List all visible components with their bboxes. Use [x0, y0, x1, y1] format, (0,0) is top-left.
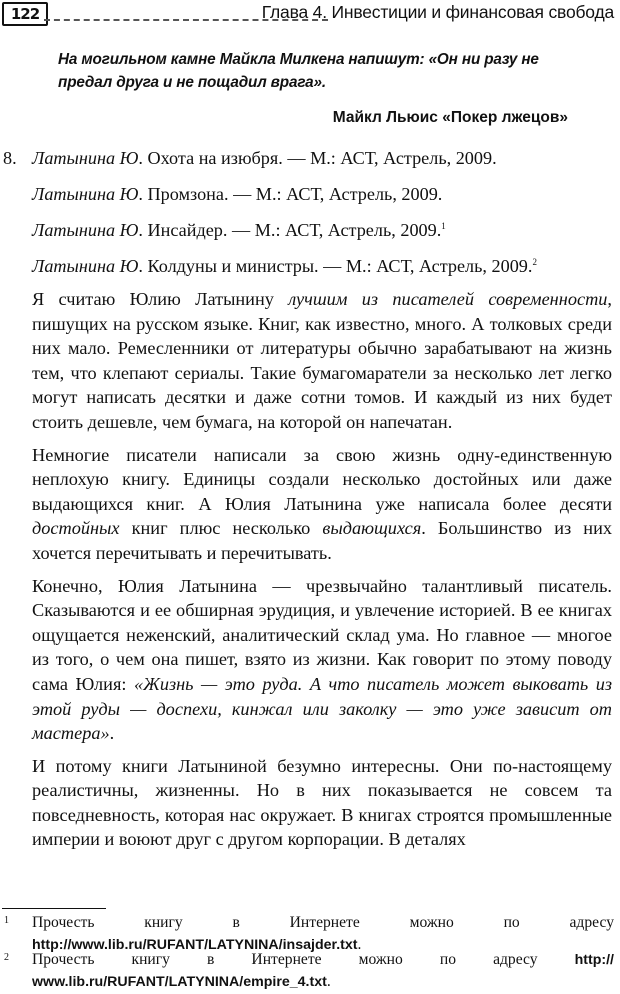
chapter-title: Глава 4. Инвестиции и финансовая свобода [261, 2, 614, 22]
list-number: 8. [3, 148, 17, 168]
emphasis: «Жизнь — это руда. А что писатель может выковать из этой руды — доспехи, кинжал или заколку — это уже зависит от мастера» [32, 673, 612, 744]
source-item [32, 184, 442, 205]
body-text [32, 287, 612, 860]
paragraph: И потому книги Латыниной безумно интересны. Они по-настоящему реалистичны, жизненны. Но в них показывается не совсем та повседневность, которая нас окружает. В книгах строятся промышленные империи и воюют друг с другом корпорации. В деталях [32, 755, 612, 850]
source-item [32, 256, 537, 277]
source-author: Латынина Ю [32, 184, 139, 204]
footnote-divider [2, 908, 106, 909]
text-run: . [109, 723, 115, 744]
emphasis: достойных [32, 518, 120, 539]
text-run: . Большинство из них хочется перечитывать и перечитывать. [32, 518, 613, 563]
source-item [32, 220, 446, 241]
footnote-mark: 1 [4, 915, 9, 926]
footnote-ref: 2 [532, 256, 537, 267]
emphasis: лучшим из писателей современности [288, 289, 608, 309]
emphasis: выдающихся [322, 518, 422, 539]
footnote-url[interactable]: http:// www.lib.ru/RUFANT/LATYNINA/empire_4.txt [32, 952, 614, 990]
footnote-text [32, 949, 614, 993]
footnote-url[interactable]: http://www.lib.ru/RUFANT/LATYNINA/insajder.txt [32, 937, 358, 953]
epigraph-source: Майкл Льюис «Покер лжецов» [332, 109, 568, 126]
footnote-ref: 1 [441, 220, 446, 231]
source-details: . Промзона. — М.: АСТ, Астрель, 2009. [138, 184, 443, 204]
text-run: Конечно, Юлия Латынина — чрезвычайно талантливый писатель. Сказываются и ее обширная эрудиция, и увлечение историей. В ее книгах ощущается неженский, аналитический склад ума. Но главное — многое из того, о чем она пишет, взято из жизни. Как говорит по этому поводу сама Юлия: [32, 575, 612, 694]
text-run: Прочесть книгу в Интернете можно по адресу [32, 914, 614, 931]
page-header [0, 0, 620, 30]
paragraph [32, 574, 612, 746]
text-run: Я считаю Юлию Латынину [32, 289, 289, 309]
text-run: . [357, 936, 362, 953]
source-details: . Охота на изюбря. — М.: АСТ, Астрель, 2009. [138, 148, 497, 168]
source-author: Латынина Ю [32, 220, 139, 240]
footnote [0, 949, 620, 993]
text-run: . [326, 973, 331, 990]
page-number: 122 [2, 2, 48, 26]
text-run: Немногие писатели написали за свою жизнь одну-единственную неплохую книгу. Единицы создали несколько достойных или даже выдающихся книг. А Юлия Латынина уже написала более десяти [32, 444, 612, 514]
text-run: книг плюс несколько [119, 518, 323, 539]
source-details: . Колдуны и министры. — М.: АСТ, Астрель, 2009. [138, 256, 533, 276]
text-run: Прочесть книгу в Интернете можно по адресу [32, 951, 575, 968]
footnote-mark: 2 [4, 952, 9, 963]
source-item [32, 148, 497, 169]
source-author: Латынина Ю [32, 256, 139, 276]
source-details: . Инсайдер. — М.: АСТ, Астрель, 2009. [138, 220, 442, 240]
epigraph-quote: На могильном камне Майкла Милкена напишут: «Он ни разу не предал друга и не пощадил врага». [58, 51, 539, 91]
paragraph [32, 287, 612, 435]
source-author: Латынина Ю [32, 148, 139, 168]
paragraph [32, 443, 612, 566]
text-run: , пишущих на русском языке. Книг, как известно, много. А толковых среди них мало. Ремесленники от литературы обычно зарабатывают на жизнь тем, что клепают сериалы. Такие бумагомаратели за несколько лет легко могут написать десятки и даже сотни томов. И каждый из них будет стоить дешевле, чем бумага, на которой он напечатан. [32, 289, 612, 432]
